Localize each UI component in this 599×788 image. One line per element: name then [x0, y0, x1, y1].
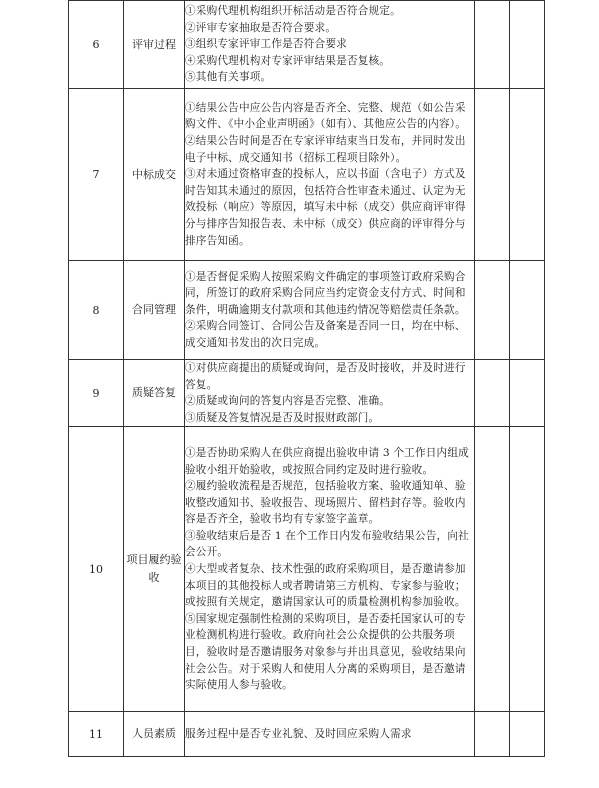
row-description	[185, 712, 475, 757]
row-number: 10	[69, 427, 124, 712]
empty-cell	[475, 89, 510, 261]
empty-cell	[475, 427, 510, 712]
row-description	[185, 427, 475, 712]
desc-line: ④采购代理机构对专家评审结果是否复核。	[185, 54, 391, 67]
row-number: 9	[69, 360, 124, 427]
desc-line: ④大型或者复杂、技术性强的政府采购项目，是否邀请参加本项目的其他投标人或者聘请第三方机构、专家参与验收；或按照有关规定，邀请国家认可的质量检测机构参加验收。	[185, 563, 466, 609]
desc-line: ①是否督促采购人按照采购文件确定的事项签订政府采购合同，所签订的政府采购合同应当约定资金支付方式、时间和条件，明确逾期支付款项和其他违约情况等赔偿责任条款。	[185, 270, 466, 316]
row-item: 项目履约验收	[124, 427, 185, 712]
empty-cell	[510, 360, 545, 427]
empty-cell	[510, 712, 545, 757]
row-item: 评审过程	[124, 1, 185, 89]
row-description	[185, 261, 475, 360]
desc-line: ②履约验收流程是否规范，包括验收方案、验收通知单、验收整改通知书、验收报告、现场照片、留档封存等。验收内容是否齐全，验收书均有专家签字盖章。	[185, 480, 466, 526]
table-row	[69, 427, 545, 712]
desc-line: ①采购代理机构组织开标活动是否符合规定。	[185, 5, 401, 18]
desc-line: ②采购合同签订、合同公告及备案是否同一日，均在中标、成交通知书发出的次日完成。	[185, 320, 466, 349]
desc-line: ⑤国家规定强制性检测的采购项目，是否委托国家认可的专业检测机构进行验收。政府向社会公众提供的公共服务项目，验收时是否邀请服务对象参与并出具意见，验收结果向社会公告。对于采购人和使用人分离的采购项目，是否邀请实际使用人参与验收。	[185, 612, 466, 692]
empty-cell	[475, 1, 510, 89]
desc-line: ①对供应商提出的质疑或询问，是否及时接收，并及时进行答复。	[185, 362, 466, 391]
row-item: 合同管理	[124, 261, 185, 360]
empty-cell	[475, 712, 510, 757]
desc-line: ③质疑及答复情况是否及时报财政部门。	[185, 411, 380, 424]
table-row	[69, 1, 545, 89]
desc-line: ②质疑或询问的答复内容是否完整、准确。	[185, 395, 391, 408]
row-number: 6	[69, 1, 124, 89]
desc-line: ②结果公告时间是否在专家评审结束当日发布，并同时发出电子中标、成交通知书（招标工程项目除外）。	[185, 135, 466, 164]
empty-cell	[510, 1, 545, 89]
row-number: 11	[69, 712, 124, 757]
desc-line: 服务过程中是否专业礼貌、及时回应采购人需求	[185, 728, 412, 741]
desc-line: ②评审专家抽取是否符合要求。	[185, 21, 337, 34]
empty-cell	[510, 89, 545, 261]
row-number: 7	[69, 89, 124, 261]
table-row	[69, 261, 545, 360]
row-item: 中标成交	[124, 89, 185, 261]
empty-cell	[510, 261, 545, 360]
row-description	[185, 89, 475, 261]
desc-line: ③组织专家评审工作是否符合要求	[185, 38, 347, 51]
row-description	[185, 1, 475, 89]
desc-line: ⑤其他有关事项。	[185, 71, 272, 84]
table-row	[69, 360, 545, 427]
empty-cell	[475, 360, 510, 427]
empty-cell	[510, 427, 545, 712]
desc-line: ③验收结束后是否 1 在个工作日内发布验收结果公告，向社会公开。	[185, 529, 469, 559]
table-row	[69, 712, 545, 757]
row-number: 8	[69, 261, 124, 360]
desc-line: ③对未通过资格审查的投标人，应以书面（含电子）方式及时告知其未通过的原因，包括符合性审查未通过、认定为无效投标（响应）等原因，填写未中标（成交）供应商评审得分与排序告知报告表、未中标（成交）供应商的评审得分与排序告知函。	[185, 168, 466, 247]
desc-line: ①结果公告中应公告内容是否齐全、完整、规范（如公告采购文件、《中小企业声明函》（如有）、其他应公告的内容）。	[185, 101, 467, 131]
table-row	[69, 89, 545, 261]
row-item: 人员素质	[124, 712, 185, 757]
desc-line: ①是否协助采购人在供应商提出验收申请 3 个工作日内组成验收小组开始验收，或按照合同约定及时进行验收。	[185, 446, 469, 476]
empty-cell	[475, 261, 510, 360]
row-item: 质疑答复	[124, 360, 185, 427]
row-description	[185, 360, 475, 427]
evaluation-table	[68, 0, 545, 757]
